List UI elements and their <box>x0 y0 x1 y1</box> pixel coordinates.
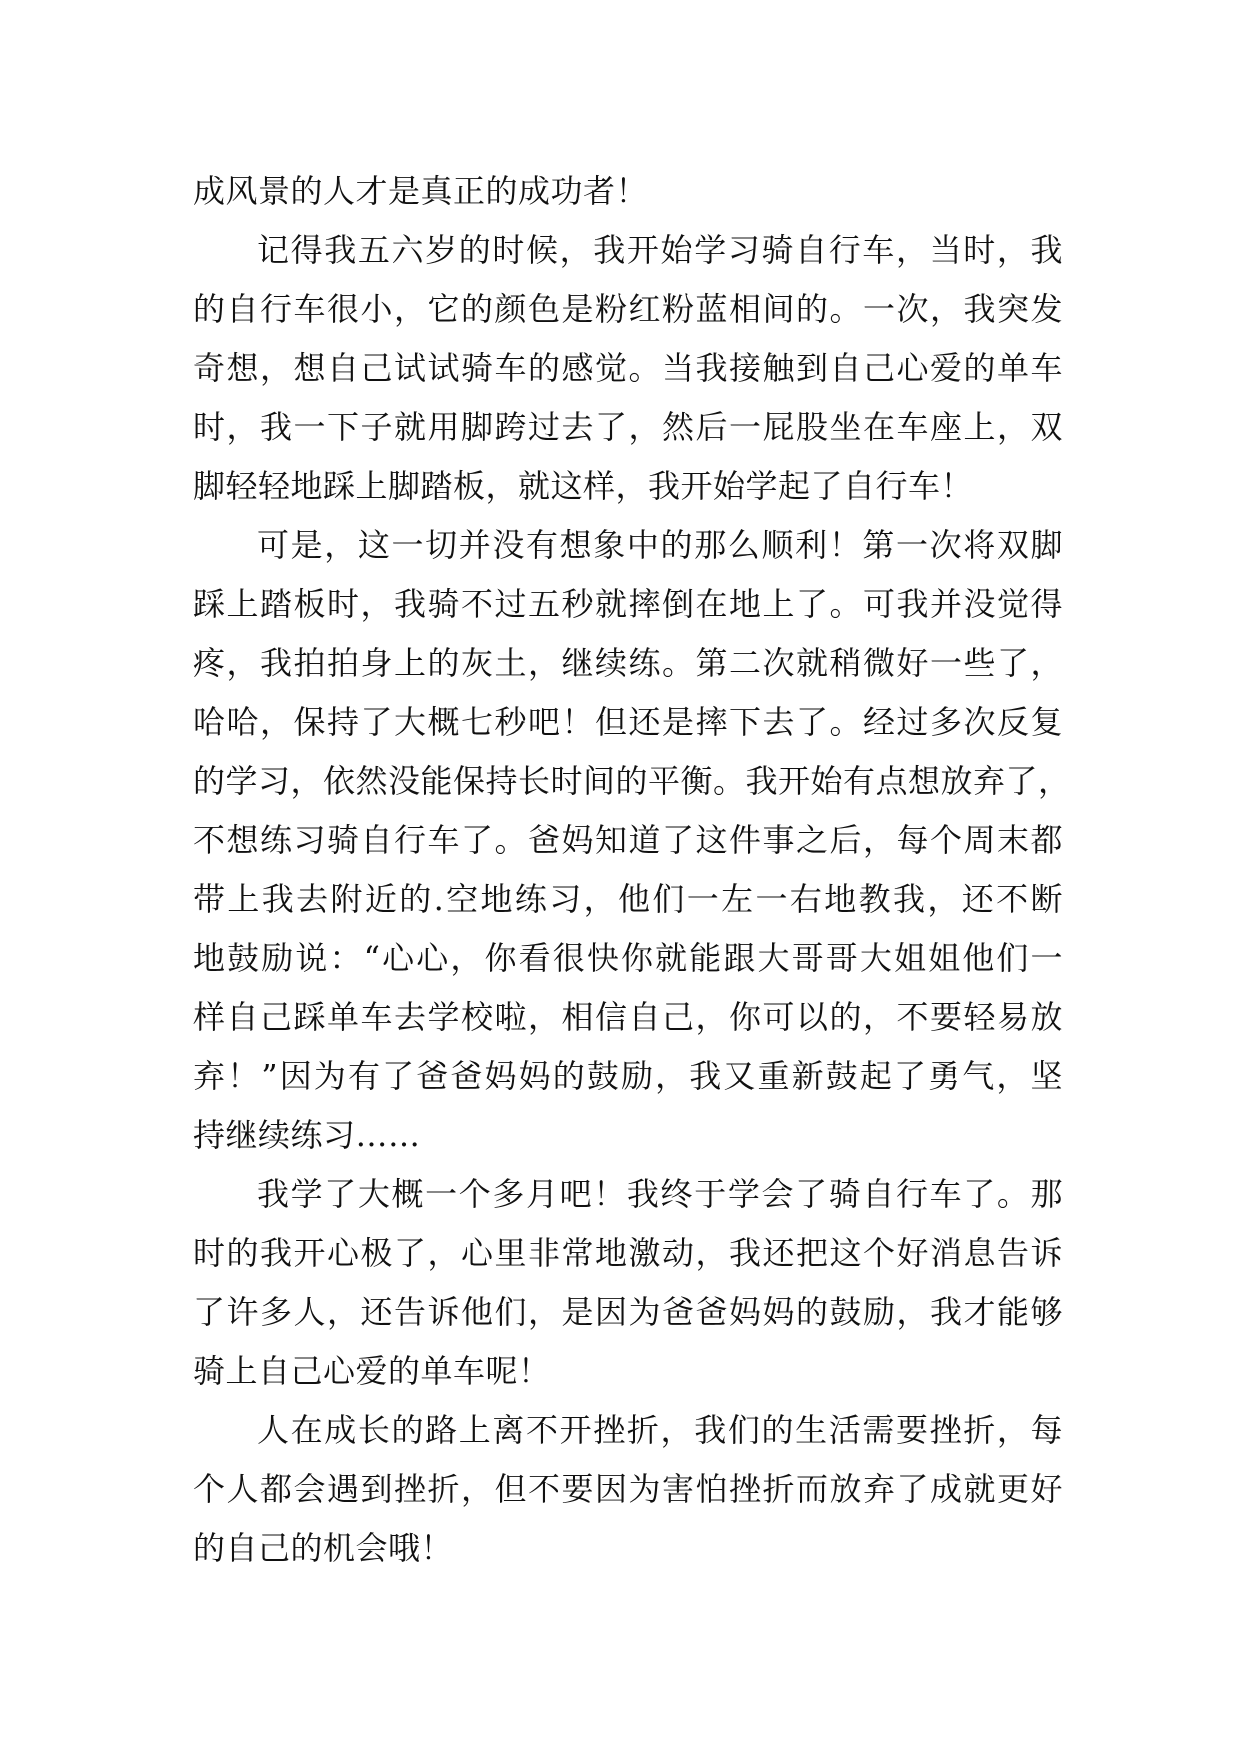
text-line: 的学习，依然没能保持长时间的平衡。我开始有点想放弃了， <box>193 762 1071 800</box>
paragraph-first-line: 可是，这一切并没有想象中的那么顺利！第一次将双脚 <box>257 526 1063 564</box>
paragraph-first-line: 我学了大概一个多月吧！我终于学会了骑自行车了。那 <box>257 1175 1063 1213</box>
text-line: 时，我一下子就用脚跨过去了，然后一屁股坐在车座上，双 <box>193 408 1063 446</box>
text-line: 踩上踏板时，我骑不过五秒就摔倒在地上了。可我并没觉得 <box>193 585 1063 623</box>
text-line: 的自己的机会哦！ <box>193 1529 454 1567</box>
paragraph-first-line: 人在成长的路上离不开挫折，我们的生活需要挫折，每 <box>257 1411 1063 1449</box>
text-line: 奇想，想自己试试骑车的感觉。当我接触到自己心爱的单车 <box>193 349 1063 387</box>
text-line: 地鼓励说：“心心，你看很快你就能跟大哥哥大姐姐他们一 <box>193 939 1063 977</box>
text-line: 弃！”因为有了爸爸妈妈的鼓励，我又重新鼓起了勇气，坚 <box>193 1057 1063 1095</box>
document-body <box>193 162 1071 1578</box>
text-line: 的自行车很小，它的颜色是粉红粉蓝相间的。一次，我突发 <box>193 290 1063 328</box>
text-line: 了许多人，还告诉他们，是因为爸爸妈妈的鼓励，我才能够 <box>193 1293 1063 1331</box>
text-line: 不想练习骑自行车了。爸妈知道了这件事之后，每个周末都 <box>193 821 1063 859</box>
text-line: 带上我去附近的.空地练习，他们一左一右地教我，还不断 <box>193 880 1063 918</box>
text-line: 脚轻轻地踩上脚踏板，就这样，我开始学起了自行车！ <box>193 467 974 505</box>
text-line: 个人都会遇到挫折，但不要因为害怕挫折而放弃了成就更好 <box>193 1470 1063 1508</box>
text-line: 样自己踩单车去学校啦，相信自己，你可以的，不要轻易放 <box>193 998 1063 1036</box>
text-line: 持继续练习…… <box>193 1116 421 1154</box>
text-line: 时的我开心极了，心里非常地激动，我还把这个好消息告诉 <box>193 1234 1063 1272</box>
text-line: 骑上自己心爱的单车呢！ <box>193 1352 551 1390</box>
text-line: 哈哈，保持了大概七秒吧！但还是摔下去了。经过多次反复 <box>193 703 1063 741</box>
text-line: 疼，我拍拍身上的灰土，继续练。第二次就稍微好一些了， <box>193 644 1063 682</box>
paragraph-first-line: 记得我五六岁的时候，我开始学习骑自行车，当时，我 <box>257 231 1063 269</box>
text-line: 成风景的人才是真正的成功者！ <box>193 172 649 210</box>
